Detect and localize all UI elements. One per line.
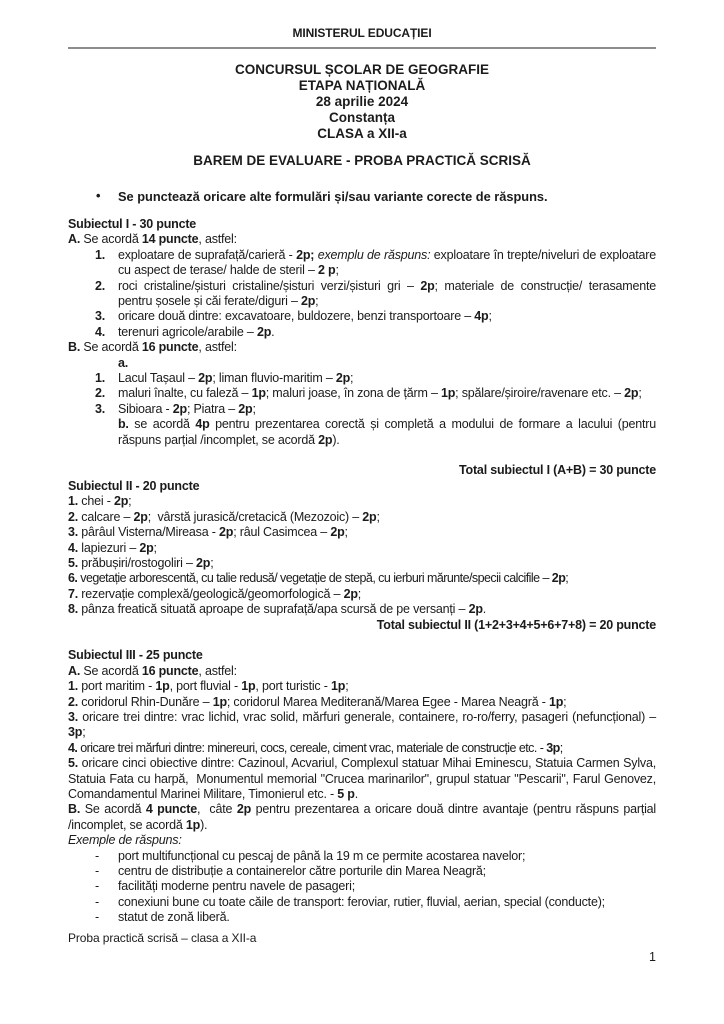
document-body	[68, 217, 656, 926]
text-segment: 2p	[219, 525, 234, 540]
page-number: 1	[649, 949, 656, 964]
text-segment: pânza freatică situată aproape de suprafață/apa scursă de pe versanți –	[78, 602, 469, 617]
paragraph	[68, 741, 656, 756]
text-segment: ;	[82, 725, 86, 740]
dash-item	[68, 910, 656, 925]
item-marker: 2.	[95, 278, 106, 293]
text-segment: 1p	[251, 386, 266, 401]
paragraph	[68, 587, 656, 602]
text-segment: ;	[350, 371, 354, 386]
text-segment: , câte	[196, 802, 237, 817]
text-segment: 1.	[68, 679, 79, 694]
text-segment: 14 puncte	[141, 232, 199, 247]
text-segment: 2p	[256, 324, 272, 339]
title-block	[68, 62, 656, 142]
text-segment: 2p	[330, 525, 345, 540]
text-segment: 2p;	[296, 247, 315, 262]
bullet-icon: •	[96, 188, 101, 203]
text-segment: ; vârstă jurasică/cretacică (Mezozoic) –	[147, 509, 363, 524]
sub-paragraph	[118, 417, 656, 448]
text-segment: Se acordă	[80, 232, 142, 247]
text-segment: 5.	[68, 756, 79, 771]
paragraph	[68, 695, 656, 710]
dash-marker: -	[95, 864, 99, 879]
text-segment: roci cristaline/șisturi cristaline/șisturi verzi/șisturi gri –	[118, 278, 421, 293]
paragraph	[68, 340, 656, 355]
text-segment: , astfel:	[198, 663, 237, 678]
text-segment: A.	[68, 232, 81, 247]
text-segment: 5.	[68, 555, 79, 570]
text-segment: pentru prezentarea corectă și completă a modului de formare a lacului (pentru răspuns parțial /incomplet, se acordă	[118, 417, 656, 447]
text-segment: facilități moderne pentru navele de pasageri;	[118, 879, 355, 894]
paragraph	[68, 510, 656, 525]
text-segment: 4p	[195, 417, 210, 432]
text-segment: 6.	[68, 571, 78, 586]
text-segment: oricare trei dintre: vrac lichid, vrac solid, mărfuri generale, containere, ro-ro/ferry, pasageri (nefuncțional) –	[78, 709, 656, 724]
text-segment: prăbușiri/rostogoliri –	[78, 555, 196, 570]
text-segment: ; materiale de construcție/ terasamente pentru șosele și căi ferate/diguri –	[118, 278, 656, 309]
text-segment: pârâul Visterna/Mireasa -	[78, 525, 219, 540]
paragraph	[68, 602, 656, 617]
item-marker: 1.	[95, 247, 106, 262]
text-segment: oricare trei mărfuri dintre: minereuri, cocs, cereale, ciment vrac, materiale de construcție etc. -	[77, 740, 547, 755]
text-segment: ;	[128, 494, 132, 509]
text-segment: lapiezuri –	[78, 540, 140, 555]
dash-item	[68, 849, 656, 864]
text-segment: ; râul Casimcea –	[233, 525, 331, 540]
text-segment: Subiectul I - 30 puncte	[68, 217, 197, 231]
text-segment: conexiuni bune cu toate căile de transport: feroviar, rutier, fluvial, aerian, special (conducte);	[118, 894, 605, 909]
total-line	[68, 618, 656, 633]
text-segment: 2.	[68, 509, 79, 524]
section-heading	[68, 648, 656, 663]
note-item	[68, 189, 656, 204]
text-segment: 2p	[196, 555, 211, 570]
text-segment: 3.	[68, 525, 79, 540]
paragraph	[68, 556, 656, 571]
footer-text: Proba practică scrisă – clasa a XII-a	[68, 930, 257, 945]
text-segment: oricare două dintre: excavatoare, buldozere, benzi transportoare –	[118, 309, 475, 324]
text-segment: , port turistic -	[255, 679, 331, 694]
text-segment: 2p	[343, 586, 358, 601]
text-segment: vegetație arborescentă, cu talie redusă/ vegetație de stepă, cu ierburi mărunte/specii calcifile –	[77, 571, 552, 586]
item-marker: 1.	[95, 371, 106, 386]
title-line: CLASA a XII-a	[317, 126, 407, 141]
text-segment: 1p	[212, 694, 227, 709]
text-segment: ;	[252, 401, 256, 416]
text-segment: a.	[118, 355, 129, 370]
text-segment: 1p	[185, 817, 201, 832]
numbered-item	[68, 309, 656, 324]
numbered-item	[68, 402, 656, 417]
text-segment: ;	[210, 555, 214, 570]
text-segment: 3p	[68, 725, 83, 740]
numbered-item	[68, 325, 656, 340]
text-segment: ;	[559, 740, 563, 755]
dash-marker: -	[95, 910, 99, 925]
blank-line	[68, 633, 656, 648]
total-line	[68, 463, 656, 478]
title-line: 28 aprilie 2024	[315, 94, 409, 109]
text-segment: 2p	[139, 540, 154, 555]
text-segment: B.	[68, 340, 81, 355]
text-segment: ; spălare/șiroire/ravenare etc. –	[455, 386, 625, 401]
text-segment: centru de distribuție a containerelor către porturile din Marea Neagră;	[118, 864, 486, 879]
dash-marker: -	[95, 848, 99, 863]
text-segment: B.	[68, 802, 81, 817]
numbered-item	[68, 386, 656, 401]
text-segment: 2p	[420, 278, 435, 293]
text-segment: .	[354, 787, 359, 801]
text-segment: rezervație complexă/geologică/geomorfologică –	[78, 586, 344, 601]
text-segment: 2p	[133, 509, 148, 524]
item-marker: 4.	[95, 324, 106, 339]
text-segment: ;	[335, 263, 339, 278]
paragraph	[68, 679, 656, 694]
text-segment: 2p	[236, 802, 252, 817]
item-marker: 2.	[95, 386, 106, 401]
dash-marker: -	[95, 894, 99, 909]
text-segment: .	[482, 602, 487, 617]
text-segment: port maritim -	[78, 679, 156, 694]
text-segment: ;	[345, 679, 349, 694]
text-segment: 2p	[238, 401, 253, 416]
text-segment: pentru prezentarea a oricare două dintre avantaje (pentru răspuns parțial /incomplet, se acordă	[68, 802, 657, 832]
title-line: CONCURSUL ȘCOLAR DE GEOGRAFIE	[234, 62, 489, 77]
text-segment: Se acordă	[80, 663, 142, 678]
text-segment: 4.	[68, 740, 78, 755]
text-segment: port multifuncțional cu pescaj de până la 19 m ce permite acostarea navelor;	[118, 848, 526, 863]
text-segment: Exemple de răspuns:	[68, 833, 182, 848]
text-segment: 2p	[172, 401, 187, 416]
text-segment: ;	[376, 509, 380, 524]
text-segment: , astfel:	[198, 340, 237, 355]
text-segment: 1p	[440, 386, 456, 401]
text-segment: exploatare de suprafață/carieră -	[118, 247, 297, 262]
text-segment: Sibioara -	[118, 401, 173, 416]
item-marker: 3.	[95, 401, 106, 416]
paragraph	[68, 802, 656, 833]
text-segment: , astfel:	[198, 232, 237, 247]
text-segment: 4.	[68, 540, 79, 555]
paragraph	[68, 541, 656, 556]
text-segment: se acordă	[128, 417, 196, 432]
text-segment: terenuri agricole/arabile –	[118, 324, 257, 339]
text-segment: 4 puncte	[145, 802, 197, 817]
text-segment: 3p	[546, 740, 560, 755]
text-segment: 3.	[68, 709, 79, 724]
text-segment: ;	[153, 540, 157, 555]
dash-item	[68, 879, 656, 894]
text-segment: ;	[344, 525, 348, 540]
text-segment: exemplu de răspuns:	[317, 247, 431, 262]
paragraph	[68, 232, 656, 247]
text-segment: 1p	[548, 694, 564, 709]
text-segment: 4p	[474, 309, 489, 324]
text-segment: 16 puncte	[141, 663, 199, 678]
text-segment: Total subiectul II (1+2+3+4+5+6+7+8) = 20 puncte	[376, 617, 656, 632]
dash-marker: -	[95, 879, 99, 894]
title-line: ETAPA NAȚIONALĂ	[298, 78, 426, 93]
text-segment: ; maluri joase, în zona de țărm –	[265, 386, 441, 401]
text-segment: 5 p	[337, 787, 355, 801]
paragraph	[68, 756, 656, 802]
paragraph	[68, 664, 656, 679]
text-segment: 2p	[551, 571, 566, 586]
text-segment: Subiectul II - 20 puncte	[68, 478, 200, 493]
text-segment: maluri înalte, cu faleză –	[118, 386, 252, 401]
text-segment: 1.	[68, 494, 79, 509]
header-rule	[68, 47, 656, 49]
text-segment: statut de zonă liberă.	[118, 910, 230, 925]
text-segment: 2p	[468, 602, 483, 617]
text-segment: ; Piatra –	[186, 401, 239, 416]
text-segment: coridorul Rhin-Dunăre –	[78, 694, 213, 709]
text-segment: ; coridorul Marea Mediterană/Marea Egee - Marea Neagră -	[226, 694, 549, 709]
text-segment: .	[271, 324, 275, 339]
blank-line	[68, 448, 656, 463]
text-segment: exploatare în trepte/niveluri de exploatare cu aspect de terase/ halde de steril –	[118, 247, 656, 278]
text-segment: Total subiectul I (A+B) = 30 puncte	[459, 463, 656, 478]
paragraph	[68, 525, 656, 540]
text-segment: 1p	[155, 679, 170, 694]
text-segment: calcare –	[78, 509, 134, 524]
text-segment: oricare cinci obiective dintre: Cazinoul, Acvariul, Complexul statuar Mihai Eminescu, Statuia Carmen Sylva, Statuia Fata cu harpă, Monumentul memorial "Crucea marinarilor", grupul statuar "Pescarii", Farul Genovez, Comandamentul Marinei Militare, Timonierul etc. -	[68, 756, 656, 801]
numbered-item	[68, 371, 656, 386]
dash-item	[68, 864, 656, 879]
paragraph	[68, 710, 656, 741]
title-line: Constanța	[328, 110, 395, 125]
text-segment: 2p	[198, 371, 213, 386]
text-segment: Se acordă	[80, 340, 142, 355]
item-marker: 3.	[95, 309, 106, 324]
text-segment: Se acordă	[80, 802, 146, 817]
text-segment: chei -	[78, 494, 114, 509]
text-segment: 2p	[362, 509, 377, 524]
text-segment: 2p	[113, 494, 129, 509]
text-segment: 1p	[241, 679, 256, 694]
ministry-header: MINISTERUL EDUCAȚIEI	[292, 26, 432, 40]
text-segment: A.	[68, 663, 81, 678]
text-segment: ;	[357, 586, 362, 601]
text-segment: ).	[332, 432, 340, 447]
text-segment: Lacul Tașaul –	[118, 371, 199, 386]
section-heading	[68, 479, 656, 494]
text-segment: 2.	[68, 694, 79, 709]
text-segment: 8.	[68, 602, 79, 617]
text-segment: ;	[315, 294, 319, 309]
note-text: Se punctează oricare alte formulări și/sau variante corecte de răspuns.	[118, 189, 548, 204]
text-segment: 2 p	[317, 263, 336, 278]
text-segment: ).	[200, 817, 208, 832]
text-segment: b.	[118, 417, 129, 432]
sub-paragraph	[118, 356, 656, 371]
document-subtitle: BAREM DE EVALUARE - PROBA PRACTICĂ SCRISĂ	[193, 153, 531, 168]
paragraph	[68, 494, 656, 509]
text-segment: ;	[563, 694, 567, 709]
text-segment: Subiectul III - 25 puncte	[68, 648, 203, 663]
text-segment: 1p	[331, 679, 346, 694]
numbered-item	[68, 279, 656, 310]
text-segment: 2p	[318, 432, 333, 447]
text-segment: ;	[638, 386, 642, 401]
text-segment: 2p	[624, 386, 639, 401]
paragraph	[68, 571, 656, 586]
dash-item	[68, 895, 656, 910]
section-heading	[68, 217, 656, 232]
text-segment: , port fluvial -	[169, 679, 242, 694]
text-segment: 2p	[300, 294, 316, 309]
text-segment: ; liman fluvio-maritim –	[212, 371, 336, 386]
paragraph	[68, 833, 656, 848]
text-segment: 2p	[335, 371, 351, 386]
text-segment: ;	[565, 571, 569, 586]
text-segment: 16 puncte	[141, 340, 199, 355]
numbered-item	[68, 248, 656, 279]
text-segment: ;	[488, 309, 492, 324]
text-segment: 7.	[68, 586, 79, 601]
